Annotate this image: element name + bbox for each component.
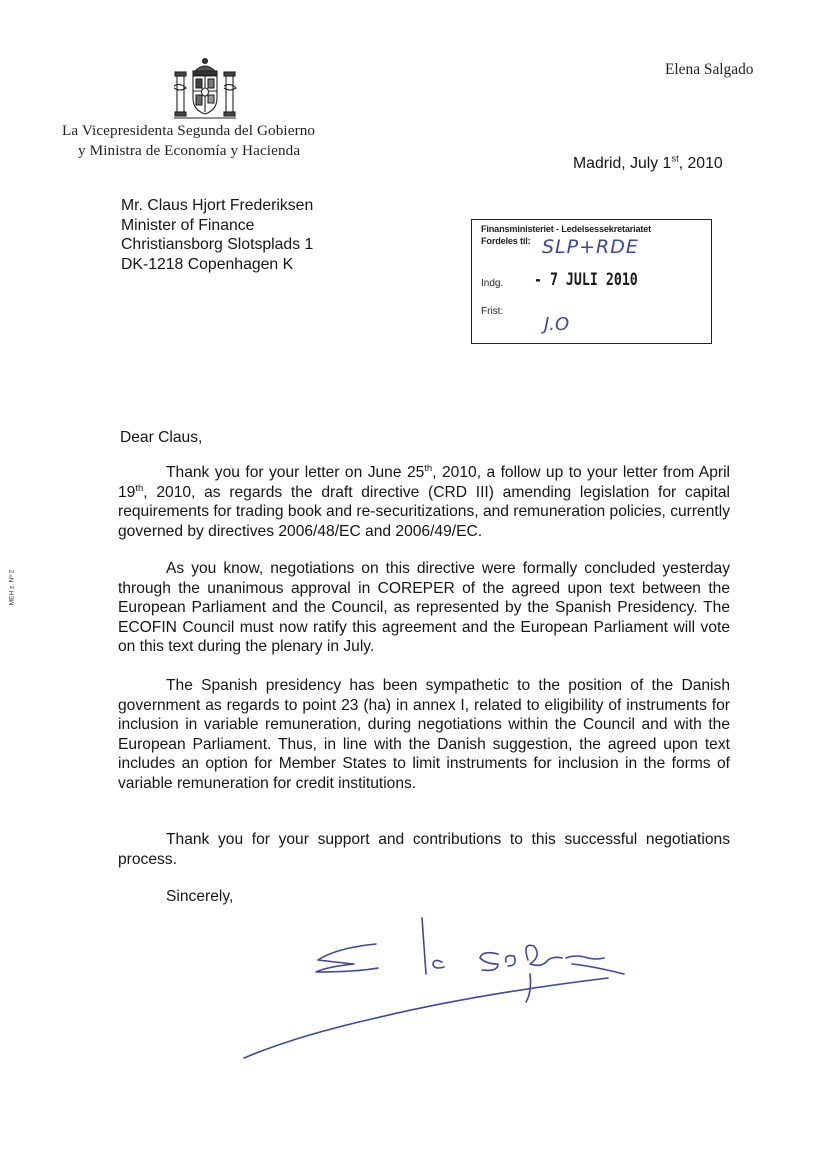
stamp-deadline-label: Frist:: [481, 306, 504, 317]
p2-text: As you know, negotiations on this directive were formally concluded yesterday through the unanimous approval in COREPER of the agreed upon text between the European Parliament and the Council, as represented by the Spanish Presidency. The ECOFIN Council must now ratify this agreement and the European Parliament will vote on this text during the plenary in July.: [118, 560, 730, 656]
received-stamp: [471, 219, 712, 344]
recipient-line: Mr. Claus Hjort Frederiksen: [121, 197, 314, 214]
author-name: Elena Salgado: [665, 61, 754, 78]
stamp-received-date: - 7 JULI 2010: [534, 270, 638, 290]
stamp-distribution-label: Fordeles til:: [481, 236, 531, 246]
paragraph-1: [118, 463, 730, 541]
place-date-sup: st: [671, 153, 679, 165]
coat-of-arms-emblem: [172, 56, 238, 120]
paragraph-3: [118, 676, 730, 794]
place-date-year: , 2010: [678, 155, 723, 172]
recipient-line: DK-1218 Copenhagen K: [121, 255, 294, 273]
p1-part-a: Thank you for your letter on June 25: [166, 464, 425, 481]
office-title-line2: y Ministra de Economía y Hacienda: [78, 142, 301, 159]
p3-text: The Spanish presidency has been sympathetic to the position of the Danish government as regards to point 23 (ha) in annex I, related to eligibility of instruments for inclusion in variable remuneration, during negotiations within the Council and with the European Parliament. Thus, in line with the Danish suggestion, the agreed upon text includes an option for Member States to limit instruments for inclusion in the forms of variable remuneration for credit institutions.: [118, 677, 730, 792]
paragraph-2: [118, 559, 730, 657]
salutation: Dear Claus,: [120, 429, 203, 446]
place-and-date: [573, 154, 723, 174]
place-date-text: Madrid, July 1: [573, 155, 672, 172]
recipient-line: Minister of Finance: [121, 216, 255, 234]
p4-text: Thank you for your support and contributions to this successful negotiations process.: [118, 831, 730, 868]
office-title-line1: La Vicepresidenta Segunda del Gobierno: [62, 122, 316, 139]
recipient-address: [121, 196, 313, 274]
stamp-deadline-value: J.O: [544, 314, 570, 335]
p1-part-b: , 2010, a follow up to your letter from April 19: [118, 464, 730, 501]
closing: Sincerely,: [166, 888, 234, 905]
paragraph-4: [118, 830, 730, 869]
stamp-title: Finansministeriet - Ledelsessekretariatet: [481, 224, 652, 234]
side-reference-mark: MEH z. Nº 2: [8, 569, 16, 606]
stamp-received-label: Indg.: [481, 278, 504, 289]
p1-sup-2: th: [135, 482, 144, 494]
p1-part-c: , 2010, as regards the draft directive (CRD III) amending legislation for capital requirements for trading book and re-securitizations, and remuneration policies, currently governed by directives 2006/48/EC and 2006/49/EC.: [118, 483, 730, 540]
p1-sup-1: th: [424, 462, 433, 474]
recipient-line: Christiansborg Slotsplads 1: [121, 236, 314, 254]
handwritten-signature: [236, 912, 636, 1067]
stamp-distribution-value: SLP+RDE: [542, 236, 639, 258]
